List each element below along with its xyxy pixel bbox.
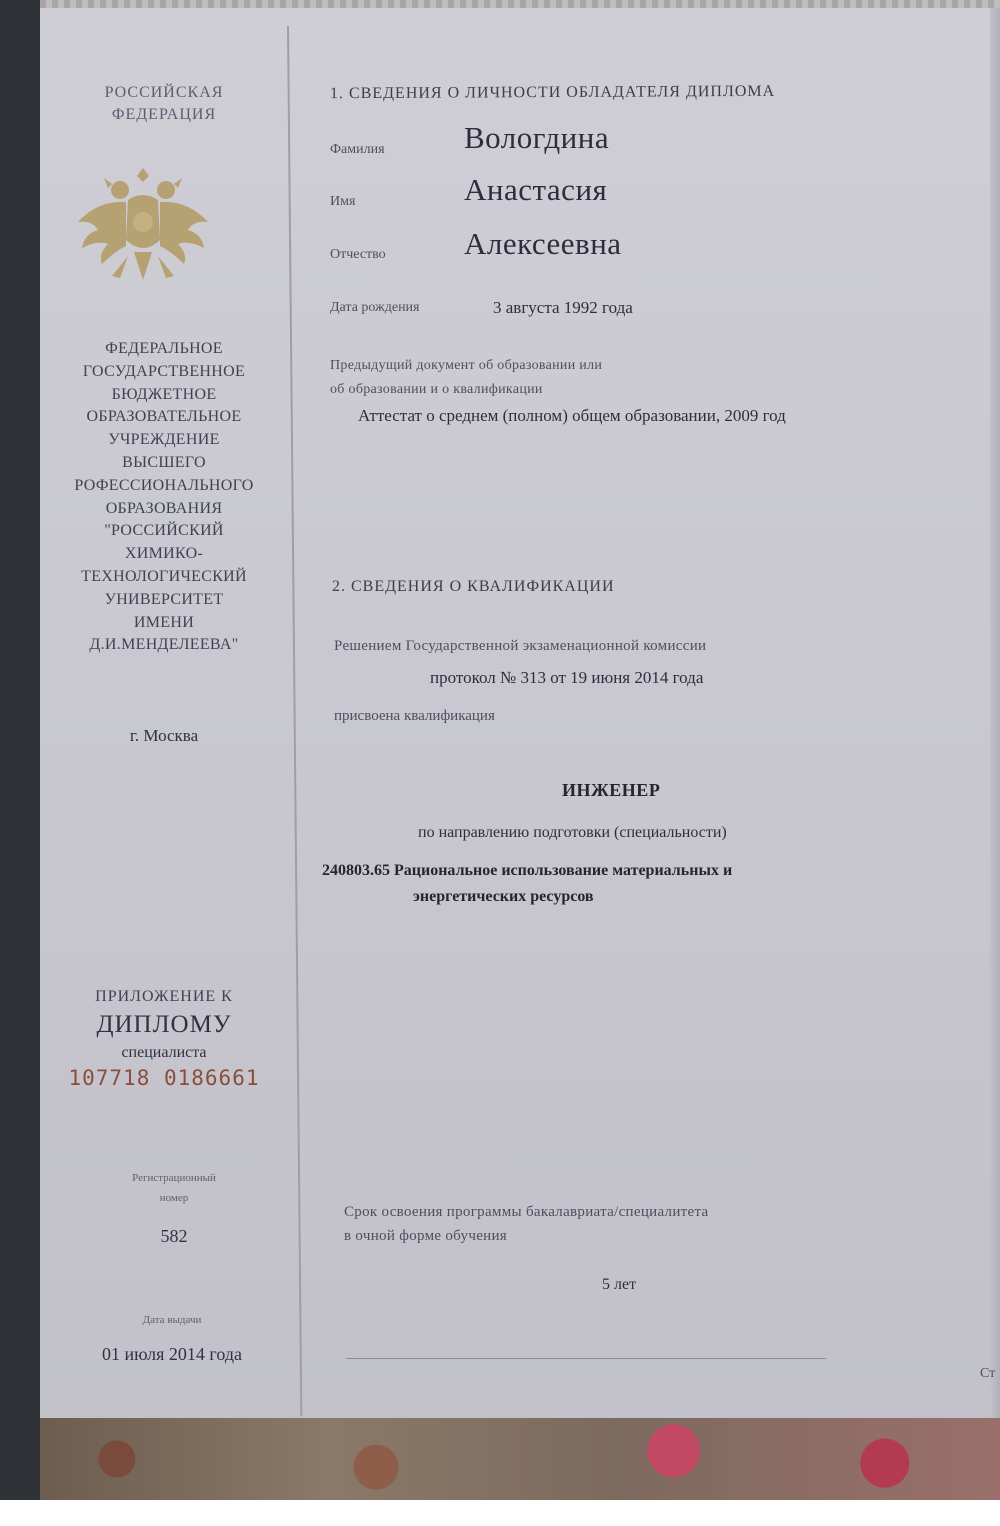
serial-number: 107718 0186661 [68,1066,260,1090]
previous-document-label-line-2: об образовании и о квалификации [330,382,543,397]
page-right-edge [990,8,1000,1420]
org-line: ХИМИКО- [124,545,204,563]
previous-document-label [330,354,750,402]
cut-off-edge-text: Ст [980,1366,996,1381]
org-line: ОБРАЗОВАНИЯ [105,499,223,517]
document-photo [40,0,1000,1500]
issue-date-label: Дата выдачи [142,1314,202,1326]
city: г. Москва [129,726,199,745]
specialty-line-2: энергетических ресурсов [413,888,594,905]
org-line: ТЕХНОЛОГИЧЕСКИЙ [81,567,247,585]
section-2-title: 2. СВЕДЕНИЯ О КВАЛИФИКАЦИИ [332,578,615,595]
previous-document-label-line-1: Предыдущий документ об образовании или [330,358,603,373]
name-value: Анастасия [464,172,608,207]
registration-number: 582 [160,1226,188,1246]
org-line: БЮДЖЕТНОЕ [111,385,217,403]
country-title [40,82,288,126]
study-term-label-line-1: Срок освоения программы бакалавриата/специалитета [344,1204,709,1220]
patronymic-label: Отчество [330,247,386,262]
registration-label [50,1168,298,1208]
specialty-line-1: 240803.65 Рациональное использование материальных и [322,862,733,879]
org-line: "РОССИЙСКИЙ [104,522,224,540]
dark-left-border [0,0,40,1500]
appendix-title-line-1: ПРИЛОЖЕНИЕ К [95,988,233,1005]
appendix-title-line-2: ДИПЛОМУ [96,1011,232,1038]
patronymic-value: Алексеевна [464,226,622,261]
protocol-info: протокол № 313 от 19 июня 2014 года [430,668,704,687]
registration-label-line-1: Регистрационный [132,1172,216,1184]
study-term-label-line-2: в очной форме обучения [344,1228,508,1244]
country-line-2: ФЕДЕРАЦИЯ [111,106,217,123]
org-line: УНИВЕРСИТЕТ [104,590,224,608]
surname-value: Вологдина [464,120,610,155]
org-line: ФЕДЕРАЛЬНОЕ [105,340,223,357]
org-line: Д.И.МЕНДЕЛЕЕВА" [89,636,239,654]
section-1-title: 1. СВЕДЕНИЯ О ЛИЧНОСТИ ОБЛАДАТЕЛЯ ДИПЛОМА [329,82,776,103]
org-line: ВЫСШЕГО [122,453,206,471]
registration-label-line-2: номер [159,1192,189,1204]
floral-fabric-background [40,1418,1000,1500]
organization-name [40,338,288,657]
birth-date-value: 3 августа 1992 года [493,298,633,317]
issue-date: 01 июля 2014 года [102,1344,242,1364]
country-line-1: РОССИЙСКАЯ [104,84,224,101]
name-label: Имя [330,194,356,209]
commission-decision: Решением Государственной экзаменационной комиссии [334,638,707,654]
org-line: УЧРЕЖДЕНИЕ [108,431,220,449]
direction-label: по направлению подготовки (специальности) [418,824,727,841]
org-line: РОФЕССИОНАЛЬНОГО [74,476,254,494]
study-term-value: 5 лет [602,1276,637,1293]
surname-label: Фамилия [330,142,385,157]
birth-date-label: Дата рождения [330,300,420,315]
appendix-title-line-3: специалиста [121,1044,207,1061]
org-line: ГОСУДАРСТВЕННОЕ [82,362,246,380]
study-term-label [344,1200,814,1248]
org-line: ОБРАЗОВАТЕЛЬНОЕ [86,408,242,426]
qualification-value: ИНЖЕНЕР [562,780,661,800]
double-headed-eagle-icon [68,160,218,290]
previous-document-value: Аттестат о среднем (полном) общем образовании, 2009 год [358,406,786,425]
diploma-appendix-page [40,8,1000,1420]
left-column [40,8,288,1420]
signature-line [346,1358,826,1359]
org-line: ИМЕНИ [133,613,195,631]
assigned-qualification-label: присвоена квалификация [334,708,495,724]
